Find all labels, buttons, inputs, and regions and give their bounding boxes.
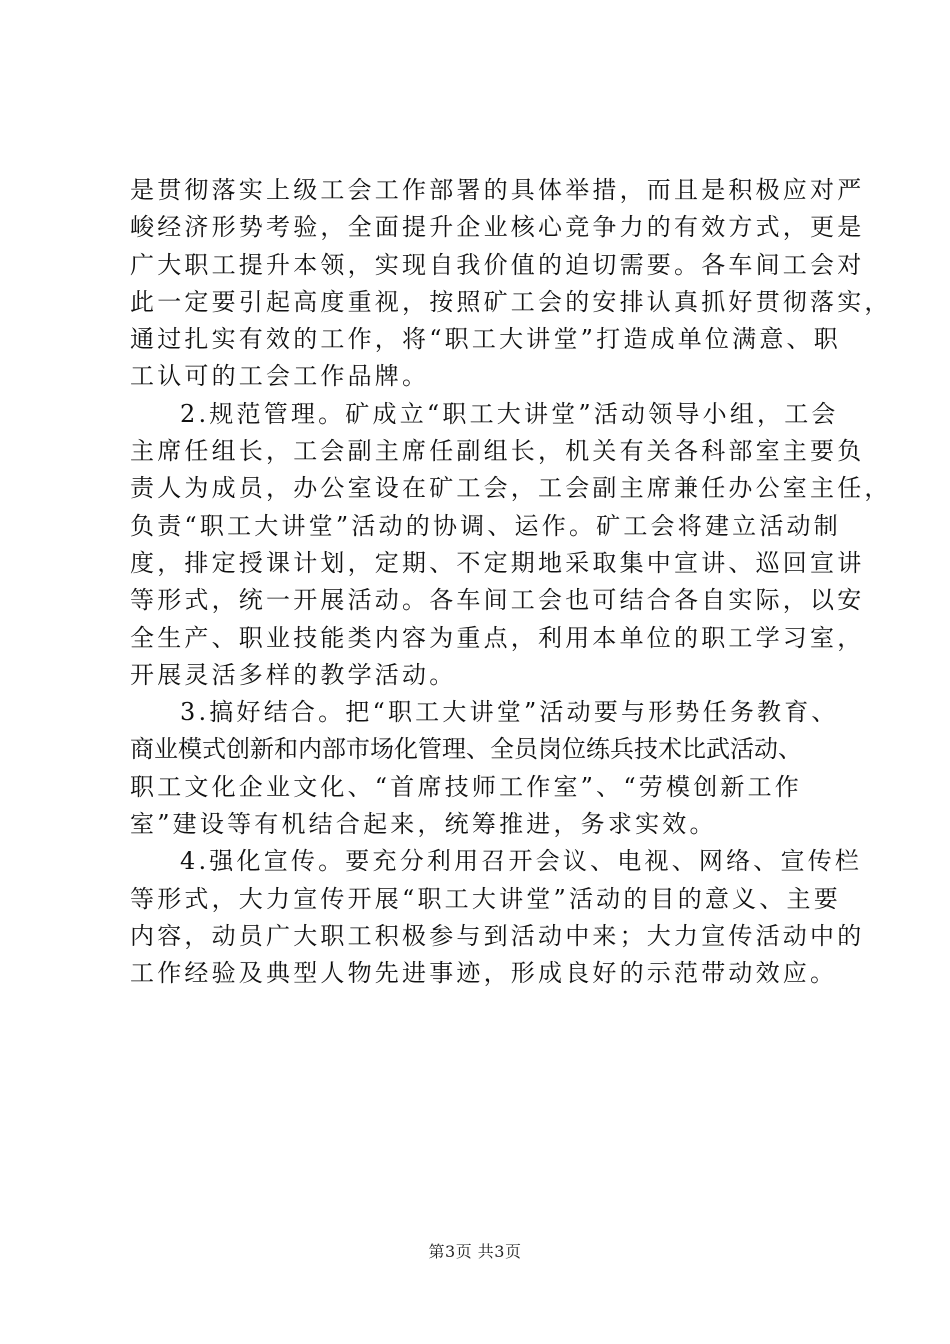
paragraph-4-heading-line: 4.强化宣传。要充分利用召开会议、电视、网络、宣传栏: [180, 847, 863, 876]
text-line: 主席任组长，工会副主席任副组长，机关有关各科部室主要负: [130, 437, 865, 466]
text-line: 等形式，大力宣传开展“职工大讲堂”活动的目的意义、主要: [130, 884, 841, 913]
text-line: 度，排定授课计划，定期、不定期地采取集中宣讲、巡回宣讲: [130, 548, 865, 577]
text-line: 室”建设等有机结合起来，统筹推进，务求实效。: [130, 810, 717, 839]
text-line: 工作经验及典型人物先进事迹，形成良好的示范带动效应。: [130, 959, 838, 988]
text-line: 此一定要引起高度重视，按照矿工会的安排认真抓好贯彻落实，: [130, 287, 892, 316]
text-line: 峻经济形势考验，全面提升企业核心竞争力的有效方式，更是: [130, 213, 865, 242]
text-line: 负责“职工大讲堂”活动的协调、运作。矿工会将建立活动制: [130, 511, 841, 540]
page-number: 第3页 共3页: [428, 1242, 522, 1261]
text-line: 内容，动员广大职工积极参与到活动中来；大力宣传活动中的: [130, 921, 865, 950]
text-line: 是贯彻落实上级工会工作部署的具体举措，而且是积极应对严: [130, 176, 865, 204]
text-line: 开展灵活多样的教学活动。: [130, 660, 457, 689]
text-line: 全生产、职业技能类内容为重点，利用本单位的职工学习室，: [130, 623, 865, 652]
text-line: 工认可的工会工作品牌。: [130, 362, 430, 391]
body-text: [130, 172, 892, 993]
paragraph-3-heading-line: 3.搞好结合。把“职工大讲堂”活动要与形势任务教育、: [180, 698, 839, 727]
text-line: 职工文化企业文化、“首席技师工作室”、“劳模创新工作: [130, 772, 803, 801]
text-line: 责人为成员，办公室设在矿工会，工会副主席兼任办公室主任，: [130, 474, 892, 503]
text-line: 广大职工提升本领，实现自我价值的迫切需要。各车间工会对: [130, 250, 865, 279]
text-line: 通过扎实有效的工作，将“职工大讲堂”打造成单位满意、职: [130, 325, 841, 354]
text-line: 商业模式创新和内部市场化管理、全员岗位练兵技术比武活动、: [130, 735, 802, 764]
text-line: 等形式，统一开展活动。各车间工会也可结合各自实际，以安: [130, 586, 865, 615]
page-footer: [0, 1242, 950, 1262]
paragraph-2-heading-line: 2.规范管理。矿成立“职工大讲堂”活动领导小组，工会: [180, 399, 839, 428]
